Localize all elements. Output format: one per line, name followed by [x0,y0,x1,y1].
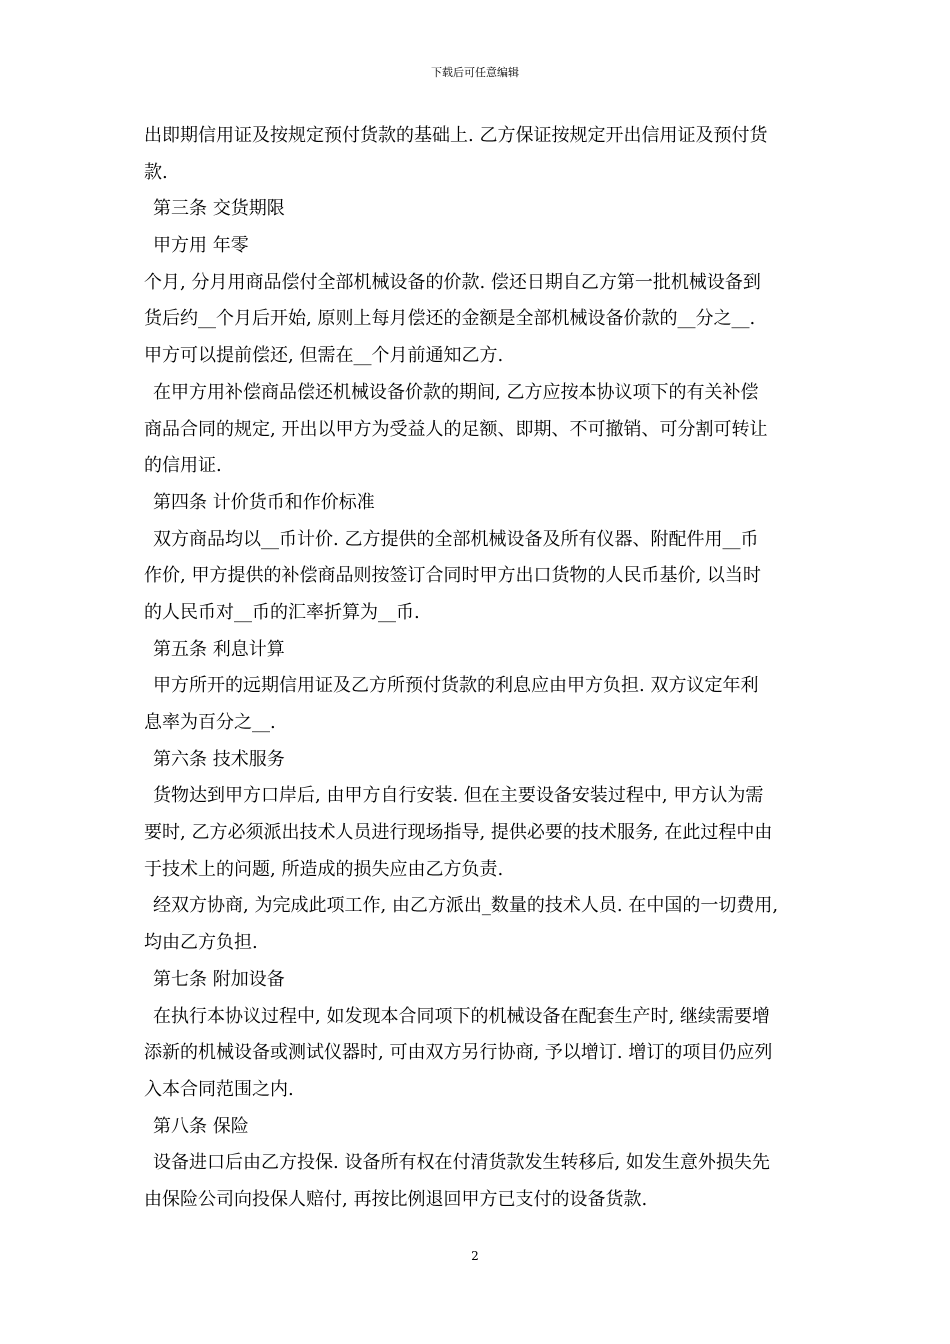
text-line: 货物达到甲方口岸后, 由甲方自行安装. 但在主要设备安装过程中, 甲方认为需 [153,785,764,807]
text-line: 商品合同的规定, 开出以甲方为受益人的足额、即期、不可撤销、可分割可转让 [144,418,768,440]
text-line: 货后约__个月后开始, 原则上每月偿还的金额是全部机械设备价款的__分之__. [144,308,756,330]
text-line: 双方商品均以__币计价. 乙方提供的全部机械设备及所有仪器、附配件用__币 [153,528,759,550]
text-line: 息率为百分之__. [144,712,276,733]
text-line: 第四条 计价货币和作价标准 [153,491,375,513]
text-line: 甲方用 年零 [153,235,249,257]
text-line: 第三条 交货期限 [153,198,285,220]
text-line: 第五条 利息计算 [153,638,285,660]
text-line: 在执行本协议过程中, 如发现本合同项下的机械设备在配套生产时, 继续需要增 [153,1005,770,1027]
text-line: 的信用证. [144,455,222,477]
text-line: 在甲方用补偿商品偿还机械设备价款的期间, 乙方应按本协议项下的有关补偿 [153,381,759,403]
text-line: 由保险公司向投保人赔付, 再按比例退回甲方已支付的设备货款. [144,1188,648,1210]
text-line: 入本合同范围之内. [144,1078,294,1100]
text-line: 于技术上的问题, 所造成的损失应由乙方负责. [144,858,504,880]
text-line: 第六条 技术服务 [153,748,285,770]
text-line: 作价, 甲方提供的补偿商品则按签订合同时甲方出口货物的人民币基价, 以当时 [144,565,761,587]
text-line: 甲方可以提前偿还, 但需在__个月前通知乙方. [144,345,504,367]
document-body [144,118,824,1219]
text-line: 设备进口后由乙方投保. 设备所有权在付清货款发生转移后, 如发生意外损失先 [153,1152,770,1174]
text-line: 款. [144,161,168,183]
text-line: 个月, 分月用商品偿付全部机械设备的价款. 偿还日期自乙方第一批机械设备到 [144,271,761,293]
text-line: 出即期信用证及按规定预付货款的基础上. 乙方保证按规定开出信用证及预付货 [144,125,768,146]
text-line: 添新的机械设备或测试仪器时, 可由双方另行协商, 予以增订. 增订的项目仍应列 [144,1042,773,1064]
text-line: 第八条 保险 [153,1115,249,1137]
text-line: 经双方协商, 为完成此项工作, 由乙方派出_数量的技术人员. 在中国的一切费用, [153,895,779,917]
text-line: 要时, 乙方必须派出技术人员进行现场指导, 提供必要的技术服务, 在此过程中由 [144,822,773,844]
text-line: 第七条 附加设备 [153,968,285,990]
page-header: 下载后可任意编辑 [431,66,519,79]
text-line: 甲方所开的远期信用证及乙方所预付货款的利息应由甲方负担. 双方议定年利 [153,675,759,697]
page-number: 2 [471,1249,479,1263]
text-line: 均由乙方负担. [144,932,258,954]
text-line: 的人民币对__币的汇率折算为__币. [144,601,420,623]
